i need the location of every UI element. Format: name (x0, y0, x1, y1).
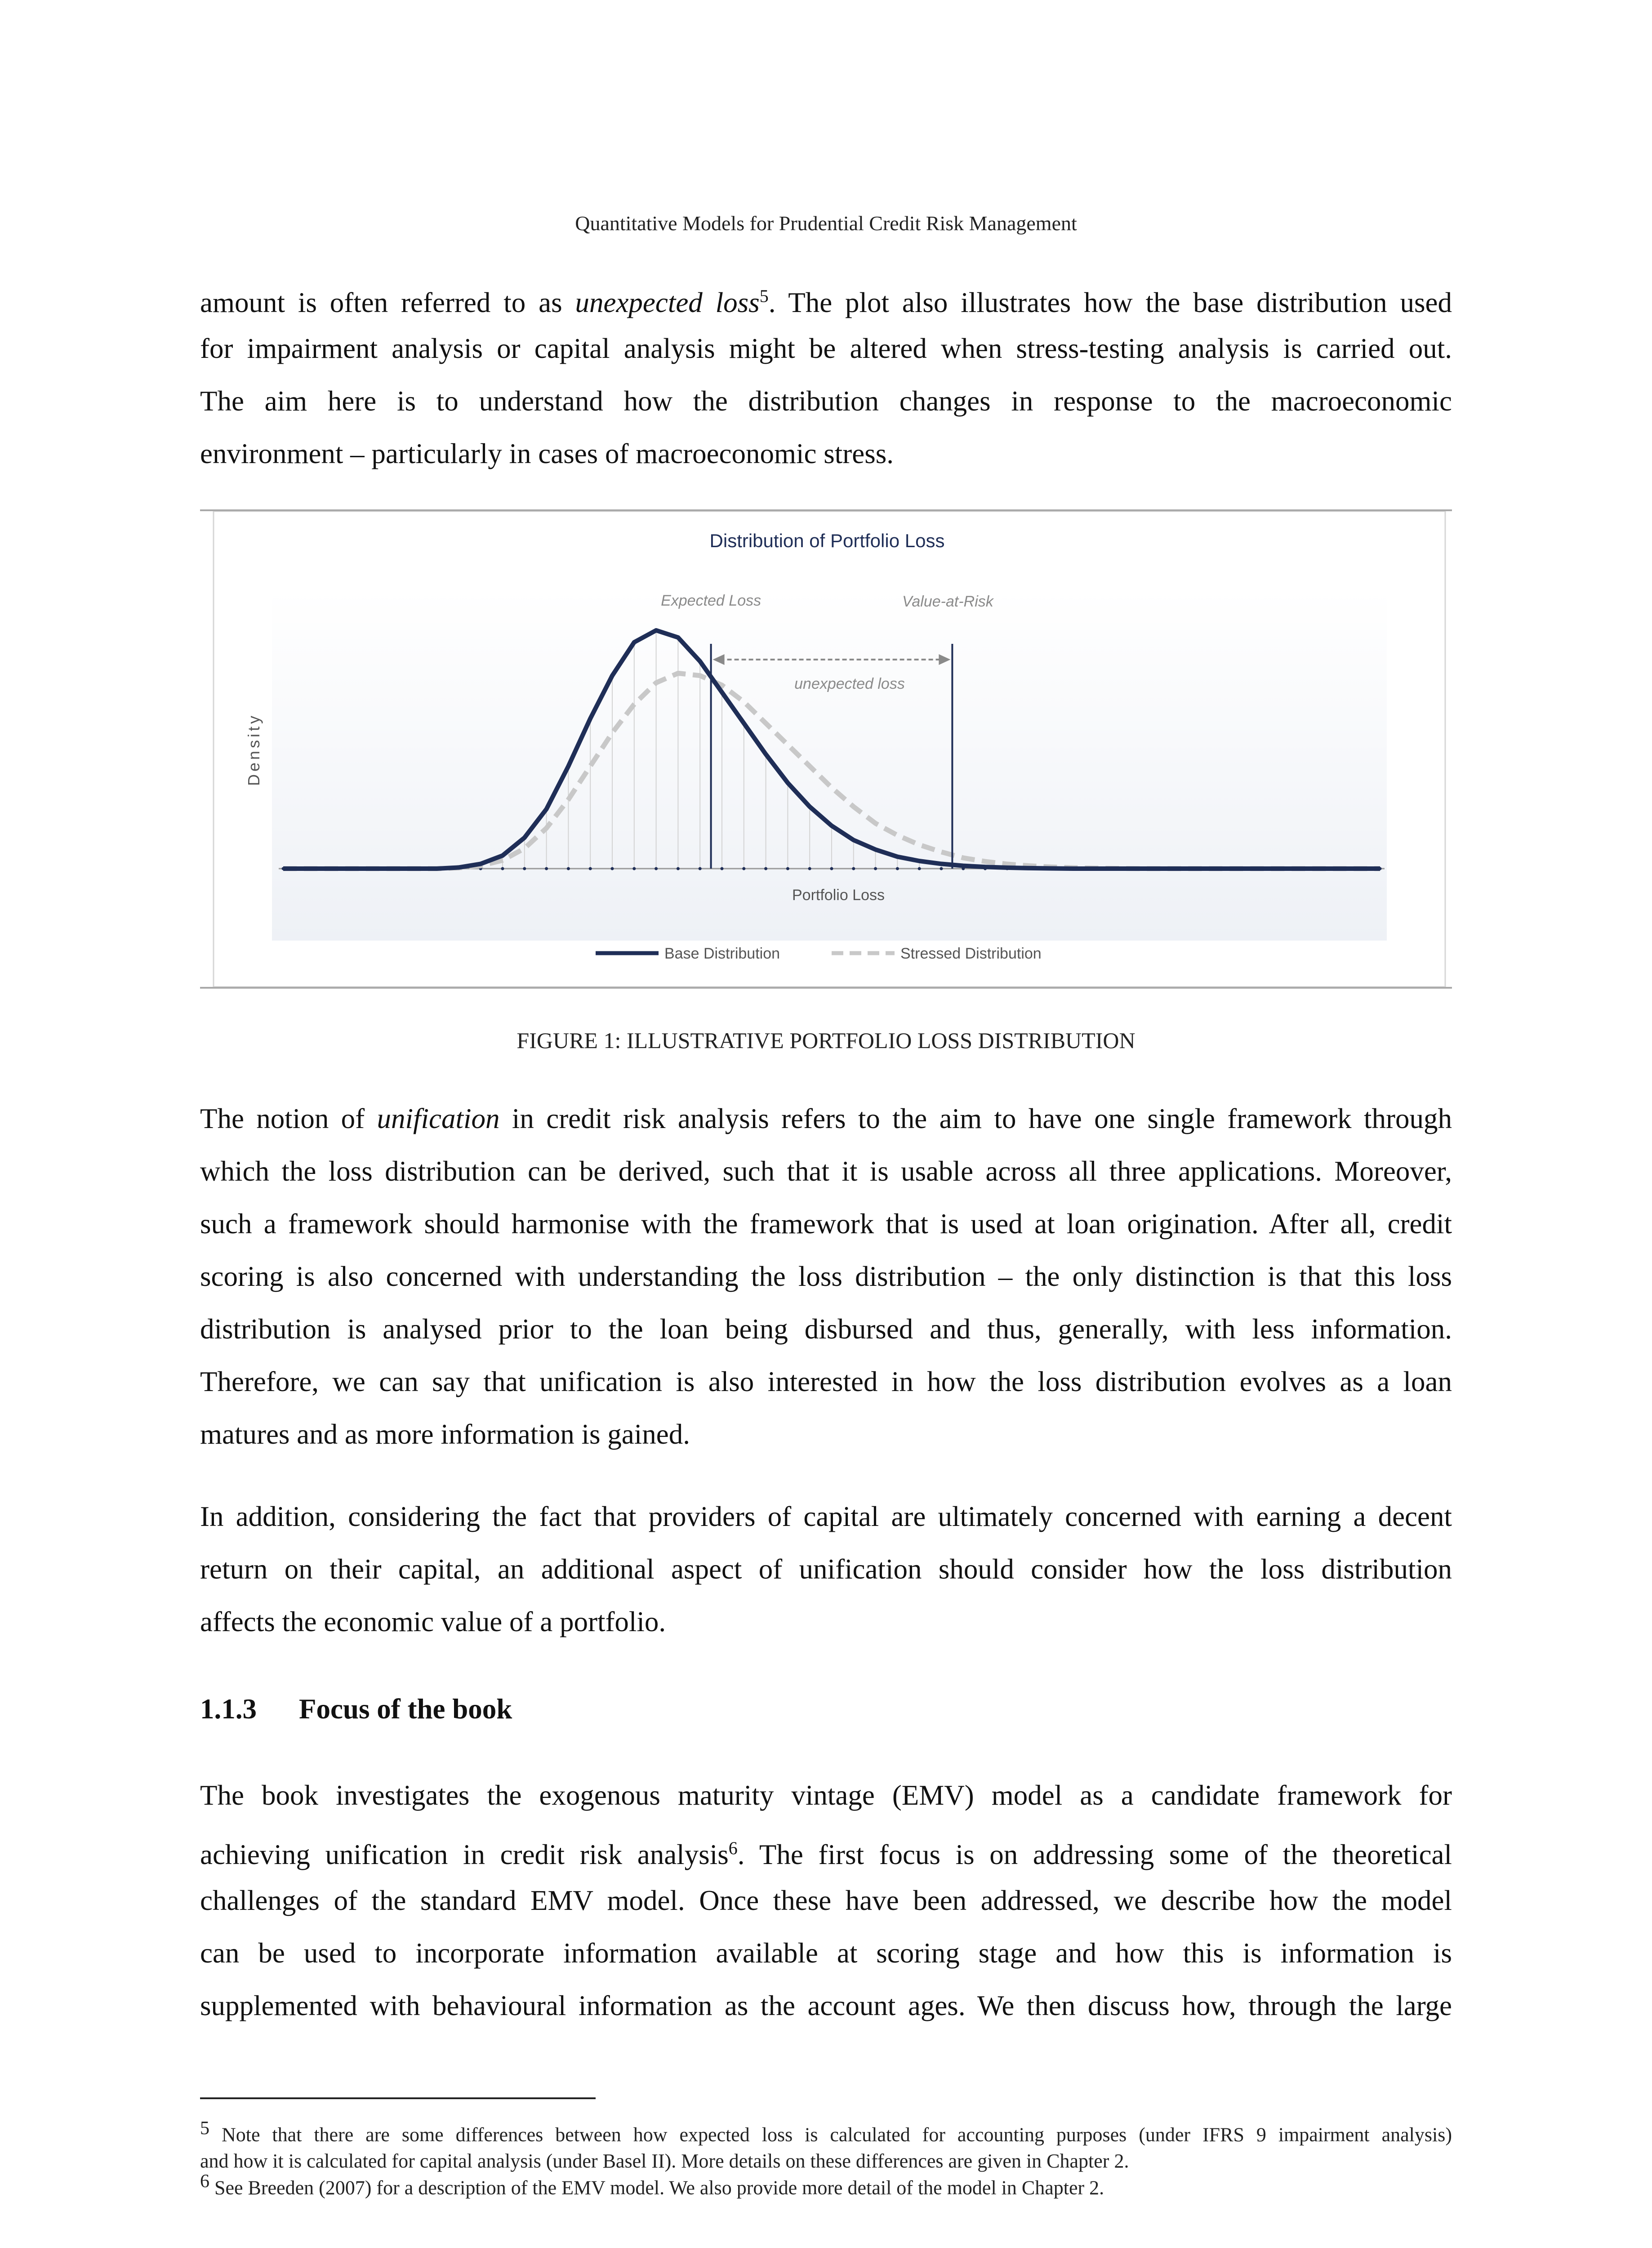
footnote-separator (200, 2097, 596, 2099)
text-line: achieving unification in credit risk analysis$^6$. The first focus is on addressing some of the theoretical (200, 1838, 1452, 1870)
text-line: In addition, considering the fact that providers of capital are ultimately concerned with earning a decent (200, 1501, 1452, 1532)
text-line: scoring is also concerned with understanding the loss distribution – the only distinction is that this loss (200, 1261, 1452, 1292)
baseline-marker (545, 867, 548, 870)
baseline-marker (874, 867, 877, 870)
chart-title: Distribution of Portfolio Loss (709, 530, 945, 551)
baseline-marker (589, 867, 592, 870)
text-line: can be used to incorporate information available at scoring stage and how this is information is (200, 1937, 1452, 1969)
figure-bottom-rule (200, 987, 1452, 989)
expected-loss-label: Expected Loss (661, 592, 761, 609)
baseline-marker (632, 867, 636, 870)
paragraph-economic-value (200, 1490, 1452, 1648)
text-line: distribution is analysed prior to the loan being disbursed and thus, generally, with less information. (200, 1313, 1452, 1345)
text-line: such a framework should harmonise with the framework that is used at loan origination. After all, credit (200, 1208, 1452, 1240)
footnote-line: $^6$ See Breeden (2007) for a description of the EMV model. We also provide more detail of the model in Chapter 2. (200, 2171, 1104, 2199)
baseline-marker (764, 867, 767, 870)
baseline-marker (808, 867, 811, 870)
baseline-marker (721, 867, 724, 870)
figure-caption: FIGURE 1: ILLUSTRATIVE PORTFOLIO LOSS DISTRIBUTION (517, 1028, 1135, 1053)
legend-stressed-label: Stressed Distribution (900, 945, 1042, 962)
section-number: 1.1.3 (200, 1693, 257, 1725)
value-at-risk-label: Value-at-Risk (902, 593, 993, 610)
text-line: The notion of unification in credit risk analysis refers to the aim to have one single framework through (200, 1103, 1452, 1134)
text-line: affects the economic value of a portfolio. (200, 1606, 666, 1637)
paragraph-unification (200, 1093, 1452, 1461)
footnote-5 (200, 2115, 1452, 2174)
footnote-6 (200, 2168, 1452, 2201)
baseline-marker (699, 867, 702, 870)
text-line: return on their capital, an additional aspect of unification should consider how the loss distribution (200, 1553, 1452, 1585)
legend-base-label: Base Distribution (664, 945, 780, 962)
y-axis-label: Density (245, 713, 263, 786)
paragraph-focus (200, 1769, 1452, 2032)
baseline-marker (567, 867, 570, 870)
paragraph-intro (200, 270, 1452, 480)
text-line: supplemented with behavioural information as the account ages. We then discuss how, through the large (200, 1990, 1452, 2021)
text-line: for impairment analysis or capital analysis might be altered when stress-testing analysis is carried out. (200, 333, 1452, 364)
baseline-marker (677, 867, 680, 870)
text-line: environment – particularly in cases of macroeconomic stress. (200, 438, 894, 469)
text-line: Therefore, we can say that unification is also interested in how the loss distribution evolves as a loan (200, 1366, 1452, 1397)
baseline-marker (611, 867, 614, 870)
loss-distribution-chart (200, 511, 1452, 987)
text-line: The book investigates the exogenous maturity vintage (EMV) model as a candidate framework for (200, 1780, 1452, 1811)
text-line: which the loss distribution can be derived, such that it is usable across all three applications. Moreover, (200, 1155, 1452, 1187)
footnote-line: and how it is calculated for capital analysis (under Basel II). More details on these differences are given in Chapter 2. (200, 2150, 1129, 2172)
baseline-marker (896, 867, 899, 870)
section-title: Focus of the book (299, 1693, 512, 1725)
text-line: amount is often referred to as unexpected loss$^5$. The plot also illustrates how the base distribution used (200, 286, 1452, 318)
baseline-marker (501, 867, 504, 870)
running-header: Quantitative Models for Prudential Credit Risk Management (575, 212, 1077, 235)
footnote-line: $^5$ Note that there are some differences between how expected loss is calculated for accounting purposes (under IFRS 9 impairment analysis) (200, 2118, 1452, 2146)
baseline-marker (655, 867, 658, 870)
baseline-marker (830, 867, 833, 870)
baseline-marker (940, 867, 943, 870)
baseline-marker (742, 867, 745, 870)
text-line: challenges of the standard EMV model. Once these have been addressed, we describe how the model (200, 1885, 1452, 1916)
baseline-marker (852, 867, 855, 870)
baseline-marker (786, 867, 789, 870)
baseline-marker (523, 867, 526, 870)
x-axis-label: Portfolio Loss (792, 887, 885, 904)
baseline-marker (918, 867, 921, 870)
text-line: The aim here is to understand how the distribution changes in response to the macroeconomic (200, 385, 1452, 417)
text-line: matures and as more information is gained. (200, 1418, 690, 1450)
unexpected-loss-label: unexpected loss (794, 675, 905, 692)
